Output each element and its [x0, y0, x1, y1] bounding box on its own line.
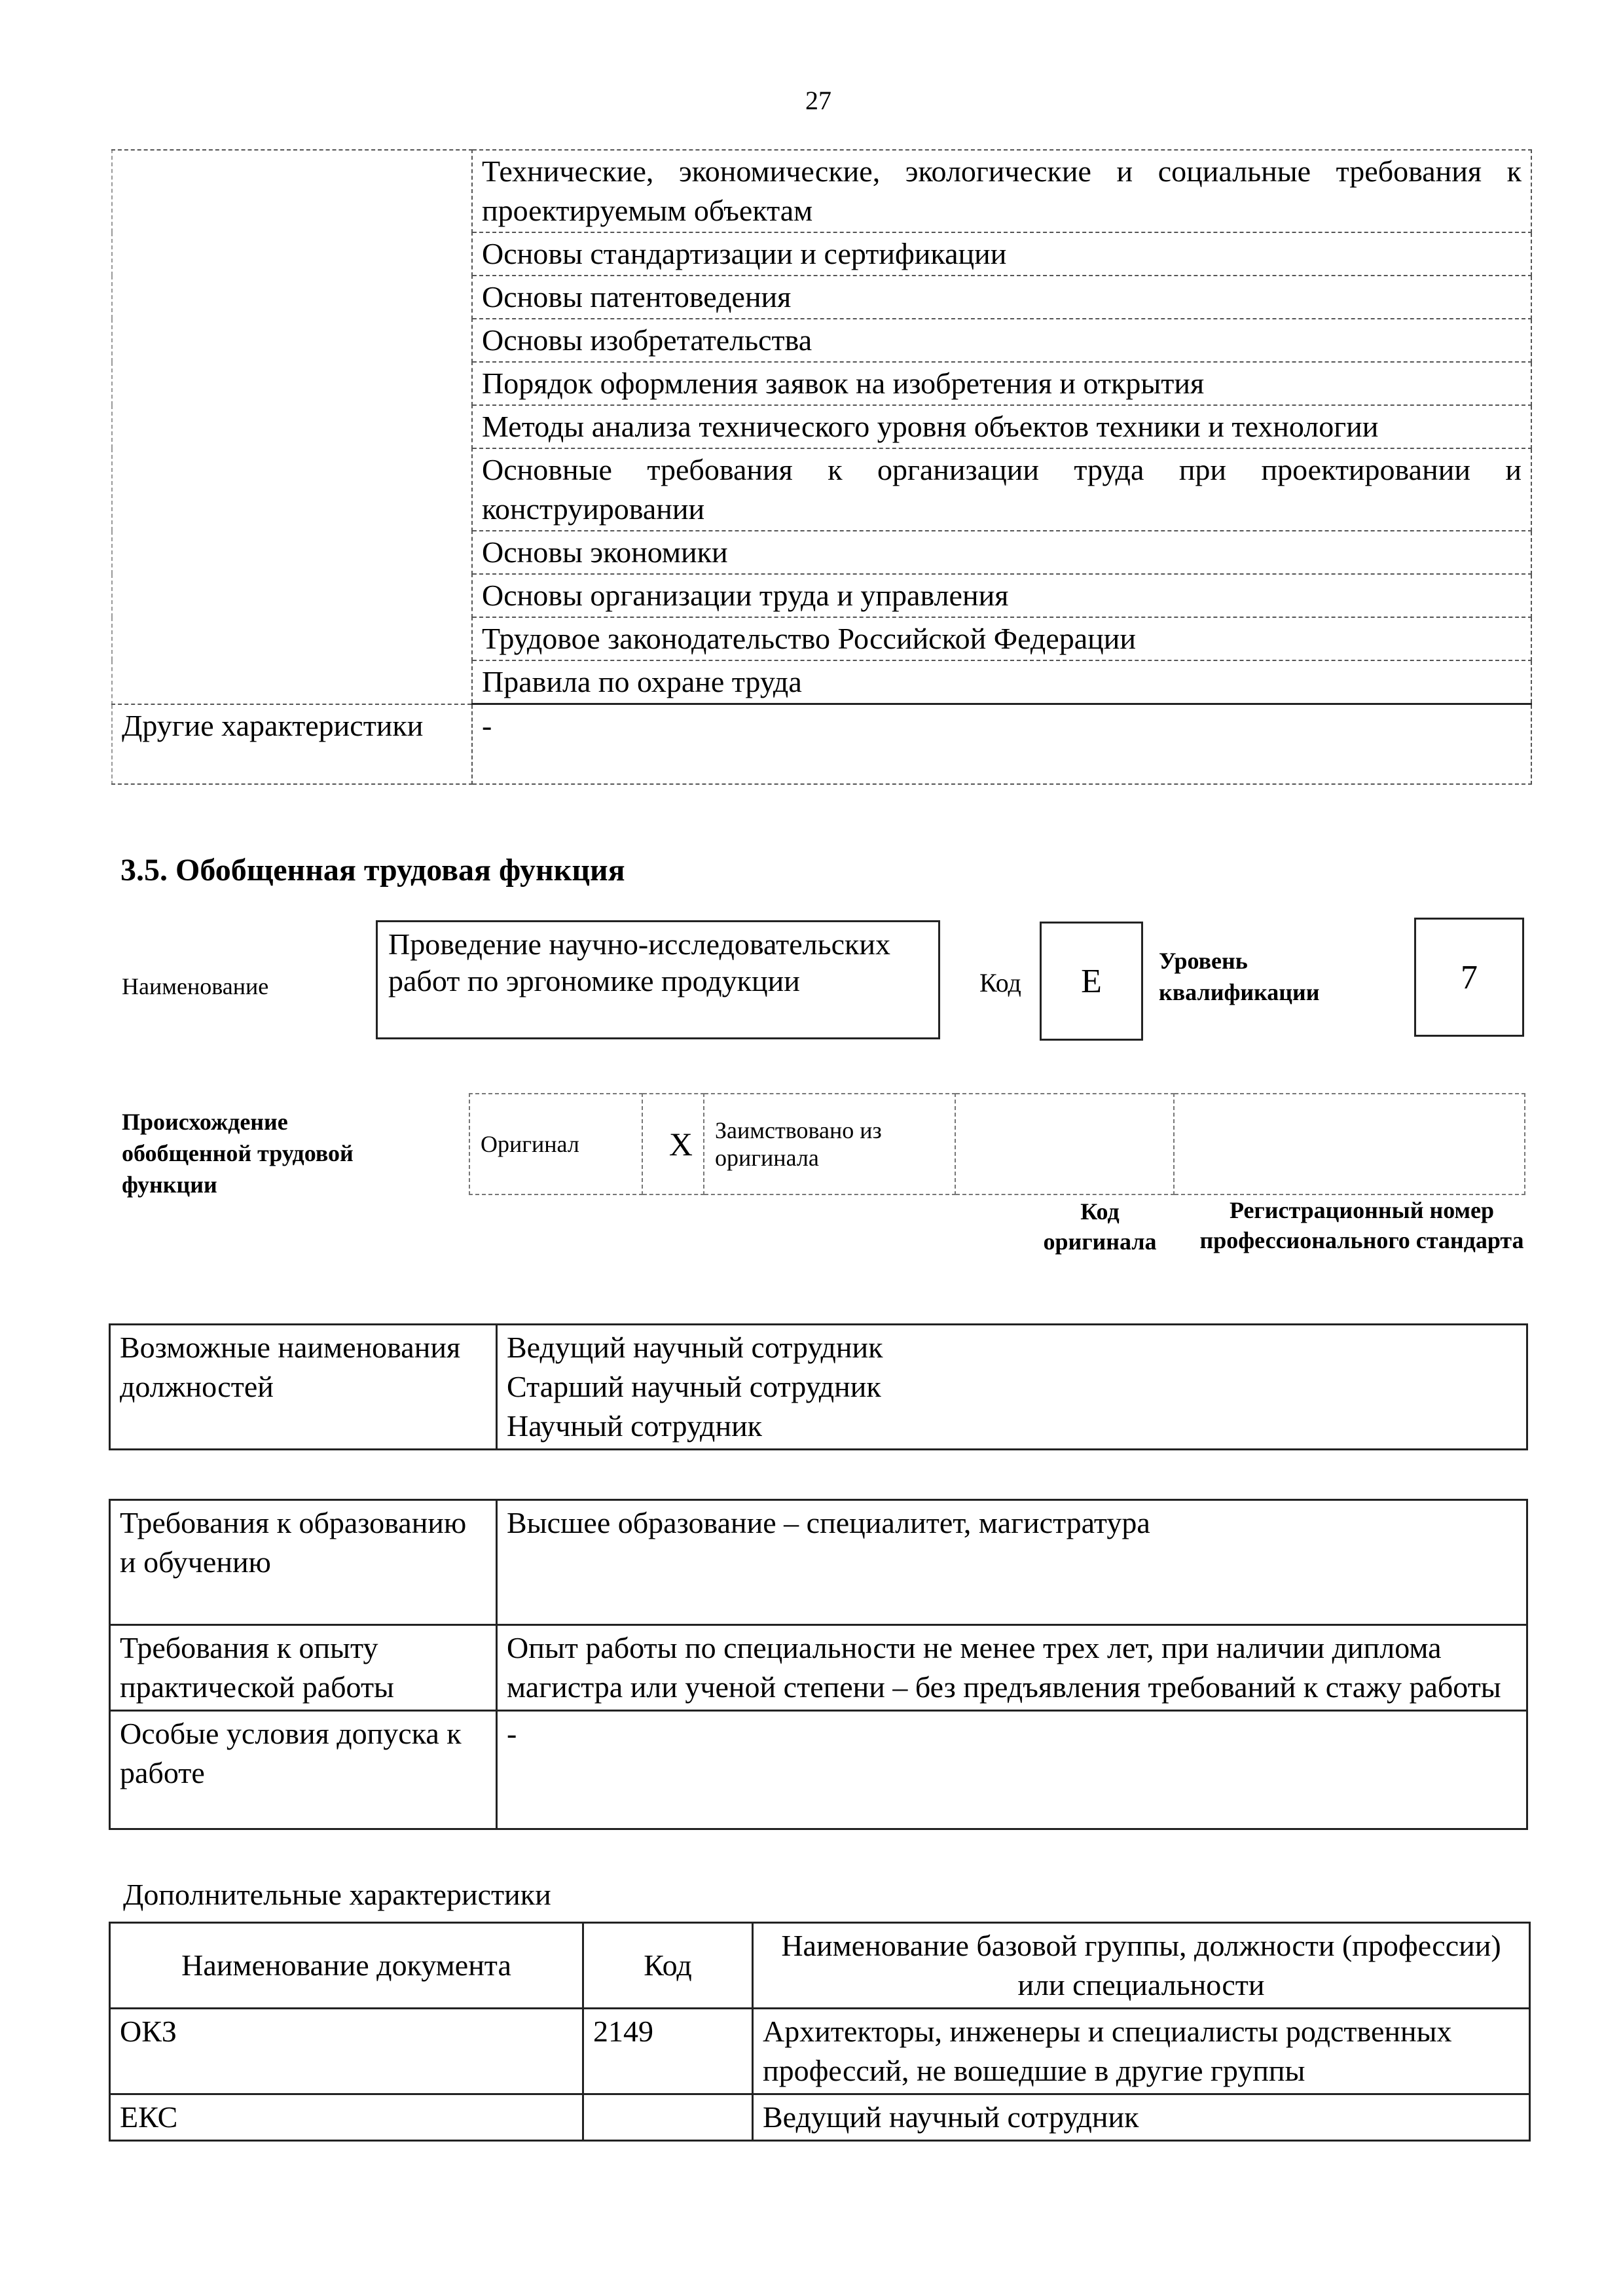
knowledge-item: Трудовое законодательство Российской Федерации: [472, 617, 1531, 660]
registration-number-cell: [1174, 1094, 1525, 1194]
other-characteristics-label: Другие характеристики: [112, 704, 472, 785]
row-document: ОКЗ: [110, 2009, 583, 2094]
registration-number-caption: Регистрационный номер профессионального стандарта: [1199, 1197, 1524, 1253]
knowledge-left-cell: [112, 150, 472, 704]
knowledge-item: Правила по охране труда: [472, 660, 1531, 704]
position-item: Ведущий научный сотрудник: [507, 1331, 883, 1364]
header-document: Наименование документа: [110, 1923, 583, 2009]
position-item: Старший научный сотрудник: [507, 1370, 881, 1403]
row-group-name: Архитекторы, инженеры и специалисты родственных профессий, не вошедшие в другие группы: [753, 2009, 1530, 2094]
requirement-value: Опыт работы по специальности не менее трех лет, при наличии диплома магистра или ученой степени – без предъявления требований к стажу работы: [497, 1625, 1527, 1711]
positions-values: [497, 1325, 1527, 1450]
origin-table: [469, 1093, 1525, 1195]
knowledge-item: Основы стандартизации и сертификации: [472, 232, 1531, 276]
requirement-label: Особые условия допуска к работе: [110, 1711, 497, 1829]
knowledge-item: Основы патентоведения: [472, 276, 1531, 319]
original-code-cell: [955, 1094, 1174, 1194]
requirement-value: Высшее образование – специалитет, магистратура: [497, 1500, 1527, 1625]
requirement-value: -: [497, 1711, 1527, 1829]
page-number: 27: [805, 86, 831, 115]
code-label: Код: [979, 968, 1021, 997]
name-label: Наименование: [122, 973, 269, 999]
knowledge-item: Основы изобретательства: [472, 319, 1531, 362]
function-name-box: Проведение научно-исследовательских работ по эргономике продукции: [376, 920, 940, 1039]
row-document: ЕКС: [110, 2094, 583, 2141]
knowledge-item: Технические, экономические, экологические и социальные требования к проектируемым объектам: [472, 150, 1531, 232]
positions-table: [109, 1323, 1528, 1450]
extra-characteristics-title: Дополнительные характеристики: [123, 1878, 551, 1911]
extra-characteristics-table: [109, 1922, 1531, 2142]
other-characteristics-value: -: [472, 704, 1531, 785]
position-item: Научный сотрудник: [507, 1409, 763, 1443]
qualification-level-box: 7: [1414, 918, 1524, 1037]
origin-label: Происхождение обобщенной трудовой функции: [122, 1109, 354, 1198]
original-mark: X: [642, 1094, 704, 1194]
header-code: Код: [583, 1923, 753, 2009]
requirements-table: [109, 1499, 1528, 1830]
qualification-level-label: Уровень квалификации: [1159, 948, 1320, 1005]
knowledge-table: [111, 149, 1532, 785]
knowledge-item: Основы организации труда и управления: [472, 574, 1531, 617]
positions-label: Возможные наименования должностей: [110, 1325, 497, 1450]
row-code: [583, 2094, 753, 2141]
knowledge-item: Основные требования к организации труда при проектировании и конструировании: [472, 448, 1531, 531]
knowledge-item: Порядок оформления заявок на изобретения и открытия: [472, 362, 1531, 405]
knowledge-item: Основы экономики: [472, 531, 1531, 574]
row-group-name: Ведущий научный сотрудник: [753, 2094, 1530, 2141]
original-label: Оригинал: [469, 1094, 642, 1194]
code-value-box: E: [1040, 922, 1143, 1041]
requirement-label: Требования к опыту практической работы: [110, 1625, 497, 1711]
requirement-label: Требования к образованию и обучению: [110, 1500, 497, 1625]
section-title: 3.5. Обобщенная трудовая функция: [120, 853, 625, 888]
knowledge-item: Методы анализа технического уровня объектов техники и технологии: [472, 405, 1531, 448]
header-group-name: Наименование базовой группы, должности (профессии) или специальности: [753, 1923, 1530, 2009]
borrowed-label: Заимствовано из оригинала: [704, 1094, 955, 1194]
original-code-caption: Код оригинала: [1043, 1198, 1157, 1255]
row-code: 2149: [583, 2009, 753, 2094]
